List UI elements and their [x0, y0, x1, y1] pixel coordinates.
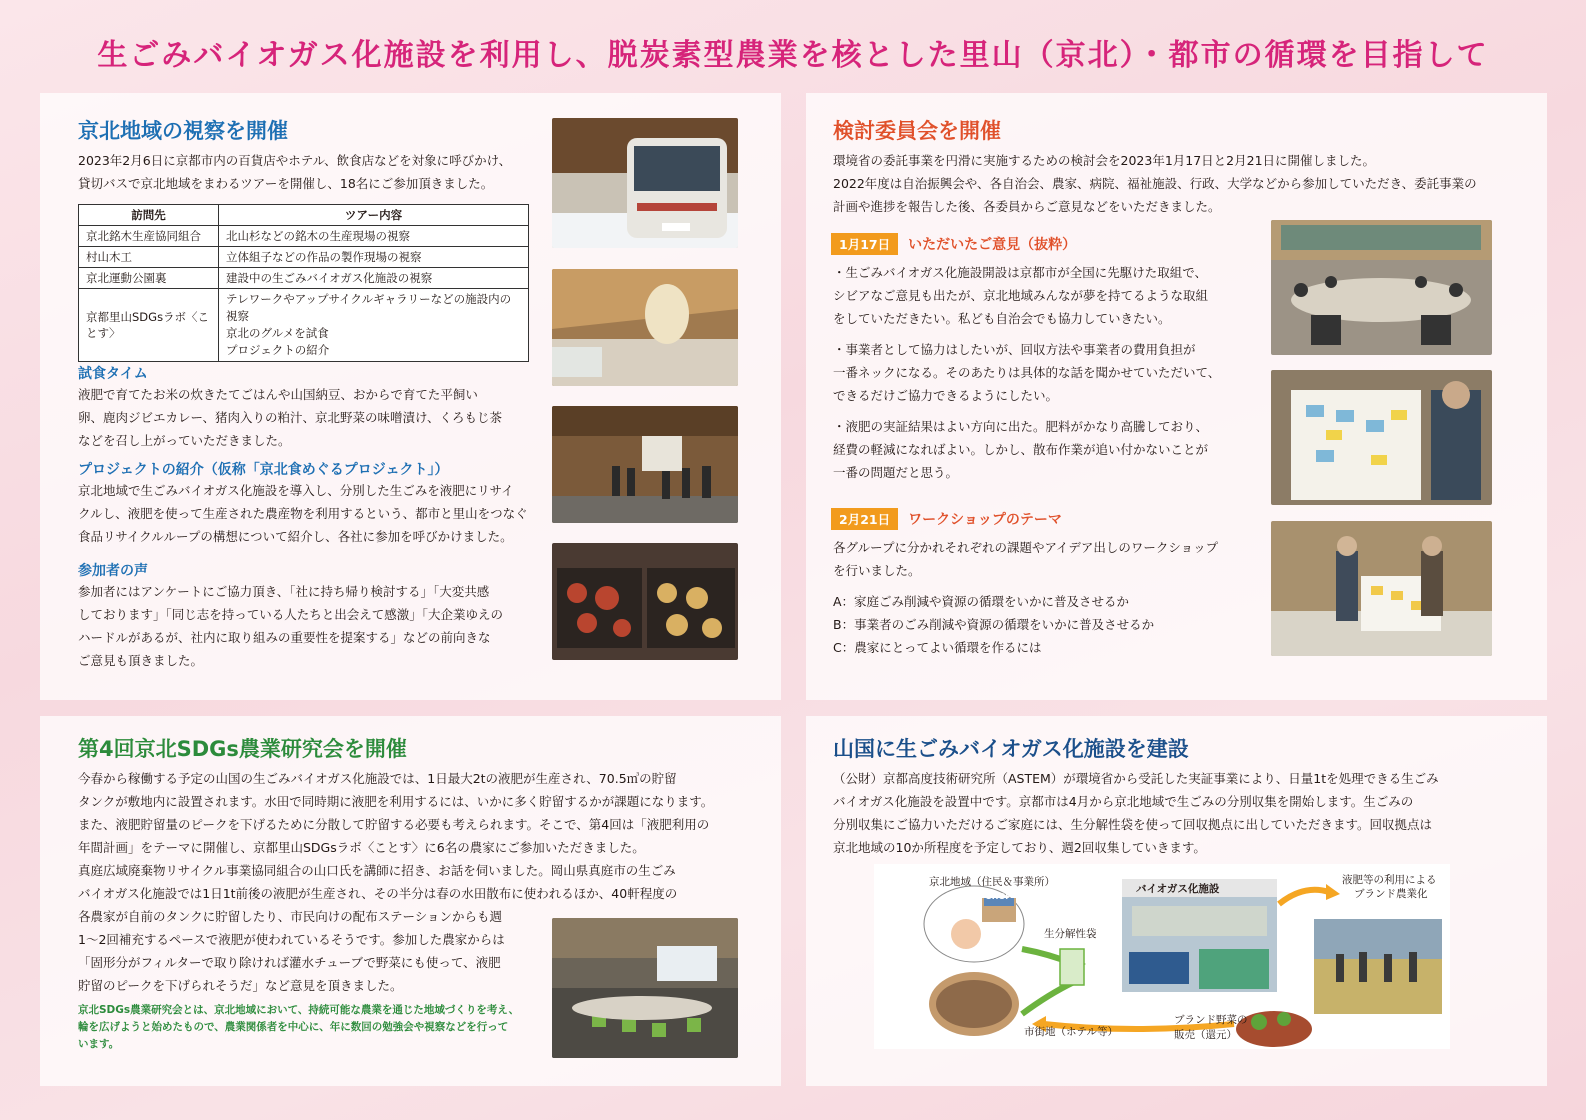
text-line: ・生ごみバイオガス化施設開設は京都市が全国に先駆けた取組で、: [833, 265, 1208, 280]
text-line: 「固形分がフィルターで取り除ければ灌水チューブで野菜にも使って、液肥: [78, 955, 501, 970]
panel-sdgs-agri-study: [40, 716, 781, 1086]
facility-label: バイオガス化施設: [1136, 883, 1220, 895]
section1-intro: [78, 149, 511, 195]
table-cell: テレワークやアップサイクルギャラリーなどの施設内の視察 京北のグルメを試食 プロジェクトの紹介: [219, 289, 529, 362]
presentation-photo: [1271, 521, 1492, 656]
main-title: 生ごみバイオガス化施設を利用し、脱炭素型農業を核とした里山（京北）・都市の循環を目指して: [97, 38, 1489, 73]
text-line: バイオガス化施設を設置中です。京都市は4月から京北地域で生ごみの分別収集を開始します。生ごみの: [833, 794, 1414, 809]
text-line: バイオガス化施設では1日1t前後の液肥が生産され、その半分は春の水田散布に使われるほか、40軒程度の: [78, 886, 678, 901]
jan-date-badge: 1月17日: [831, 233, 898, 255]
opinion-item: [833, 261, 1220, 330]
text-line: ・事業者として協力はしたいが、回収方法や事業者の費用負担が: [833, 342, 1196, 357]
warehouse-photo: [552, 406, 738, 523]
note-line: 輪を広げようと始めたもので、農業関係者を中心に、年に数回の勉強会や視察などを行って: [78, 1021, 509, 1033]
intro-line: 貸切バスで京北地域をまわるツアーを開催し、18名にご参加頂きました。: [78, 176, 494, 191]
table-row: [79, 289, 529, 362]
text-line: を行いました。: [833, 563, 921, 578]
section4-body: [833, 767, 1439, 859]
text-line: シビアなご意見も出たが、京北地域みんなが夢を持てるような取組: [833, 288, 1209, 303]
table-cell: 建設中の生ごみバイオガス化施設の視察: [219, 268, 529, 289]
voices-title: 参加者の声: [78, 563, 148, 579]
text-line: 京北地域の10か所程度を予定しており、週2回収集していきます。: [833, 840, 1206, 855]
panel-biogas-facility: [806, 716, 1547, 1086]
sale-label-2: 販売（還元）: [1174, 1029, 1237, 1041]
table-row: [79, 226, 529, 247]
project-text: [78, 479, 528, 548]
note-line: います。: [78, 1038, 120, 1050]
section4-heading: 山国に生ごみバイオガス化施設を建設: [833, 737, 1189, 761]
table-cell: 京北銘木生産協同組合: [79, 226, 219, 247]
interior-photo: [552, 269, 738, 386]
text-line: 貯留のピークを下げられそうだ」など意見を頂きました。: [78, 978, 403, 993]
tasting-text: [78, 383, 502, 452]
theme-item: B：事業者のごみ削減や資源の循環をいかに普及させるか: [833, 617, 1155, 632]
theme-item: C：農家にとってよい循環を作るには: [833, 640, 1042, 655]
recycling-loop-diagram: [874, 864, 1450, 1049]
text-line: 食品リサイクルループの構想について紹介し、各社に参加を呼びかけました。: [78, 529, 513, 544]
meeting-photo: [1271, 220, 1492, 355]
opinion-item: [833, 415, 1220, 484]
panel-kyohoku-tour: [40, 93, 781, 700]
intro-line: 環境省の委託事業を円滑に実施するための検討会を2023年1月17日と2月21日に開催しました。: [833, 153, 1376, 168]
text-line: 液肥で育てたお米の炊きたてごはんや山国納豆、おからで育てた平飼い: [78, 387, 478, 402]
project-title: プロジェクトの紹介（仮称「京北食めぐるプロジェクト」）: [78, 462, 449, 478]
panel-committee: [806, 93, 1547, 700]
brand-label-1: 液肥等の利用による: [1342, 874, 1437, 886]
note-line: 京北SDGs農業研究会とは、京北地域において、持続可能な農業を通じた地域づくりを考え、: [78, 1004, 520, 1016]
table-cell: 北山杉などの銘木の生産現場の視察: [219, 226, 529, 247]
text-line: 一番の問題だと思う。: [833, 465, 959, 480]
text-line: 各農家が自前のタンクに貯留したり、市民向けの配布ステーションからも週: [78, 909, 503, 924]
table-cell: 京都里山SDGsラボ〈ことす〉: [79, 289, 219, 362]
section3-heading: 第4回京北SDGs農業研究会を開催: [78, 737, 407, 761]
city-label: 市街地（ホテル等）: [1024, 1026, 1118, 1038]
resident-label: 京北地域（住民＆事業所）: [929, 876, 1055, 888]
food-photo: [552, 543, 738, 660]
text-line: 分別収集にご協力いただけるご家庭には、生分解性袋を使って回収拠点に出していただきます。回収拠点は: [833, 817, 1433, 832]
text-line: （公財）京都高度技術研究所（ASTEM）が環境省から受託した実証事業により、日量1tを処理できる生ごみ: [833, 771, 1439, 786]
text-line: クルし、液肥を使って生産された農産物を利用するという、都市と里山をつなぐ: [78, 506, 528, 521]
text-line: 京北地域で生ごみバイオガス化施設を導入し、分別した生ごみを液肥にリサイ: [78, 483, 514, 498]
table-cell: 村山木工: [79, 247, 219, 268]
text-line: をしていただきたい。私ども自治会でも協力していきたい。: [833, 311, 1171, 326]
intro-line: 2023年2月6日に京都市内の百貨店やホテル、飲食店などを対象に呼びかけ、: [78, 153, 512, 168]
intro-line: 計画や進捗を報告した後、各委員からご意見などをいただきました。: [833, 199, 1221, 214]
text-line: ・液肥の実証結果はよい方向に出た。肥料がかなり高騰しており、: [833, 419, 1209, 434]
table-cell: 立体組子などの作品の製作現場の視察: [219, 247, 529, 268]
text-line: 年間計画」をテーマに開催し、京都里山SDGsラボ〈ことす〉に6名の農家にご参加いただきました。: [78, 840, 645, 855]
text-line: 卵、鹿肉ジビエカレー、猪肉入りの粕汁、京北野菜の味噌漬け、くろもじ茶: [78, 410, 503, 425]
text-line: タンクが敷地内に設置されます。水田で同時期に液肥を利用するには、いかに多く貯留するかが課題になります。: [78, 794, 714, 809]
text-line: 今春から稼働する予定の山国の生ごみバイオガス化施設では、1日最大2tの液肥が生産され、70.5㎥の貯留: [78, 771, 677, 786]
bus-photo: [552, 118, 738, 248]
feb-header: [831, 508, 1062, 530]
table-row: [79, 247, 529, 268]
section2-heading: 検討委員会を開催: [833, 119, 1001, 143]
voices-text: [78, 580, 503, 672]
text-line: 真庭広域廃棄物リサイクル事業協同組合の山口氏を講師に招き、お話を伺いました。岡山県真庭市の生ごみ: [78, 863, 676, 878]
feb-date-badge: 2月21日: [831, 508, 898, 530]
text-line: 一番ネックになる。そのあたりは具体的な話を聞かせていただいて、: [833, 365, 1221, 380]
table-header: ツアー内容: [219, 205, 529, 226]
seminar-photo: [552, 918, 738, 1058]
section2-intro: [833, 149, 1477, 218]
brand-label-2: ブランド農業化: [1354, 888, 1428, 900]
opinion-item: [833, 338, 1220, 407]
text-line: ご意見も頂きました。: [78, 653, 204, 668]
feb-text: [833, 536, 1218, 659]
table-header: 訪問先: [79, 205, 219, 226]
text-line: 1〜2回補充するペースで液肥が使われているそうです。参加した農家からは: [78, 932, 505, 947]
table-row: [79, 268, 529, 289]
feb-title: ワークショップのテーマ: [908, 512, 1062, 528]
bag-label: 生分解性袋: [1044, 928, 1097, 940]
sale-label-1: ブランド野菜の: [1174, 1014, 1248, 1026]
text-line: また、液肥貯留量のピークを下げるために分散して貯留する必要も考えられます。そこで、第4回は「液肥利用の: [78, 817, 710, 832]
tasting-title: 試食タイム: [78, 366, 148, 382]
study-group-note: [78, 1002, 519, 1053]
text-line: 経費の軽減になればよい。しかし、散布作業が追い付かないことが: [833, 442, 1209, 457]
intro-line: 2022年度は自治振興会や、各自治会、農家、病院、福祉施設、行政、大学などから参加していただき、委託事業の: [833, 176, 1477, 191]
text-line: 各グループに分かれそれぞれの課題やアイデア出しのワークショップ: [833, 540, 1219, 555]
shop-sign: SHOP: [986, 892, 1012, 901]
text-line: ハードルがあるが、社内に取り組みの重要性を提案する」などの前向きな: [78, 630, 491, 645]
section1-heading: 京北地域の視察を開催: [78, 119, 288, 143]
jan-opinions: [833, 261, 1220, 484]
jan-title: いただいたご意見（抜粋）: [908, 237, 1077, 253]
text-line: できるだけご協力できるようにしたい。: [833, 388, 1059, 403]
visit-table: [78, 204, 529, 362]
table-cell: 京北運動公園裏: [79, 268, 219, 289]
jan-header: [831, 233, 1076, 255]
text-line: しております」「同じ志を持っている人たちと出会えて感激」「大企業ゆえの: [78, 607, 504, 622]
workshop-photo: [1271, 370, 1492, 505]
theme-item: A：家庭ごみ削減や資源の循環をいかに普及させるか: [833, 594, 1130, 609]
text-line: などを召し上がっていただきました。: [78, 433, 291, 448]
text-line: 参加者にはアンケートにご協力頂き、「社に持ち帰り検討する」「大変共感: [78, 584, 490, 599]
